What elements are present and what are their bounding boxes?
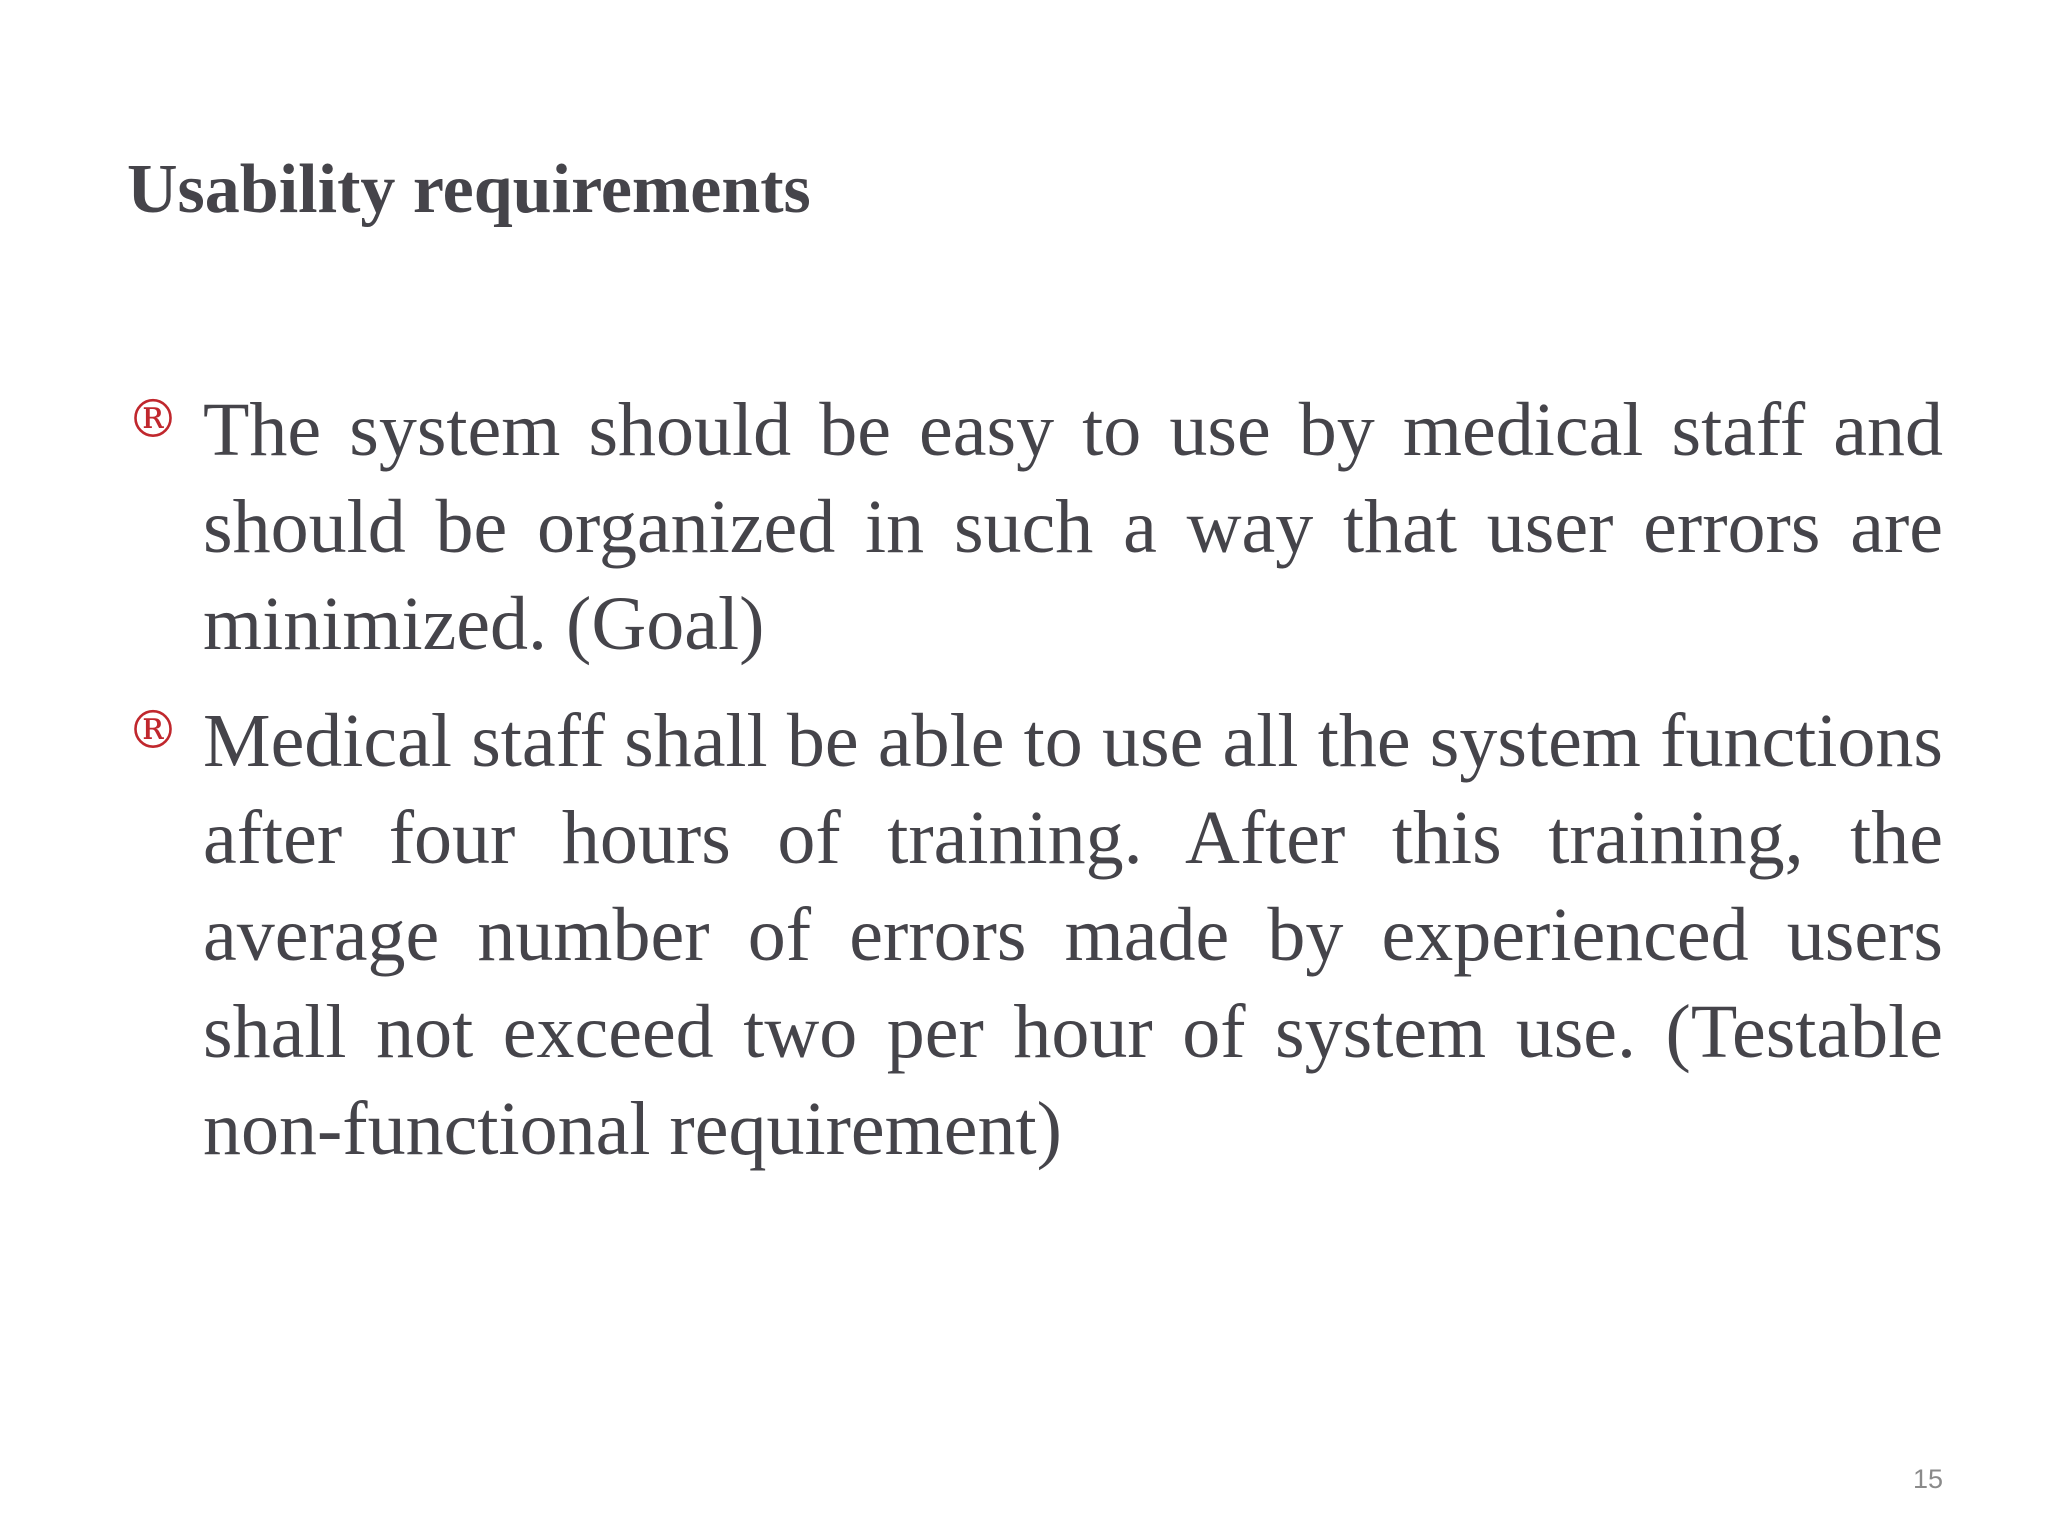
page-number: 15 [1912,1464,1943,1494]
registered-bullet-icon: ® [127,701,179,761]
bullet-item-goal [127,382,1943,673]
registered-bullet-icon: ® [127,390,179,450]
bullet-item-testable-requirement [127,693,1943,1178]
bullet-text: The system should be easy to use by medical staff and should be organized in such a way that user errors are minimized. (Goal) [203,388,1943,666]
bullet-list [127,382,1943,1198]
bullet-text: Medical staff shall be able to use all the system functions after four hours of training. After this training, the average number of errors made by experienced users shall not exceed two per hour of system use. (Testable non-functional requirement) [203,699,1943,1171]
slide-title: Usability requirements [127,151,811,228]
